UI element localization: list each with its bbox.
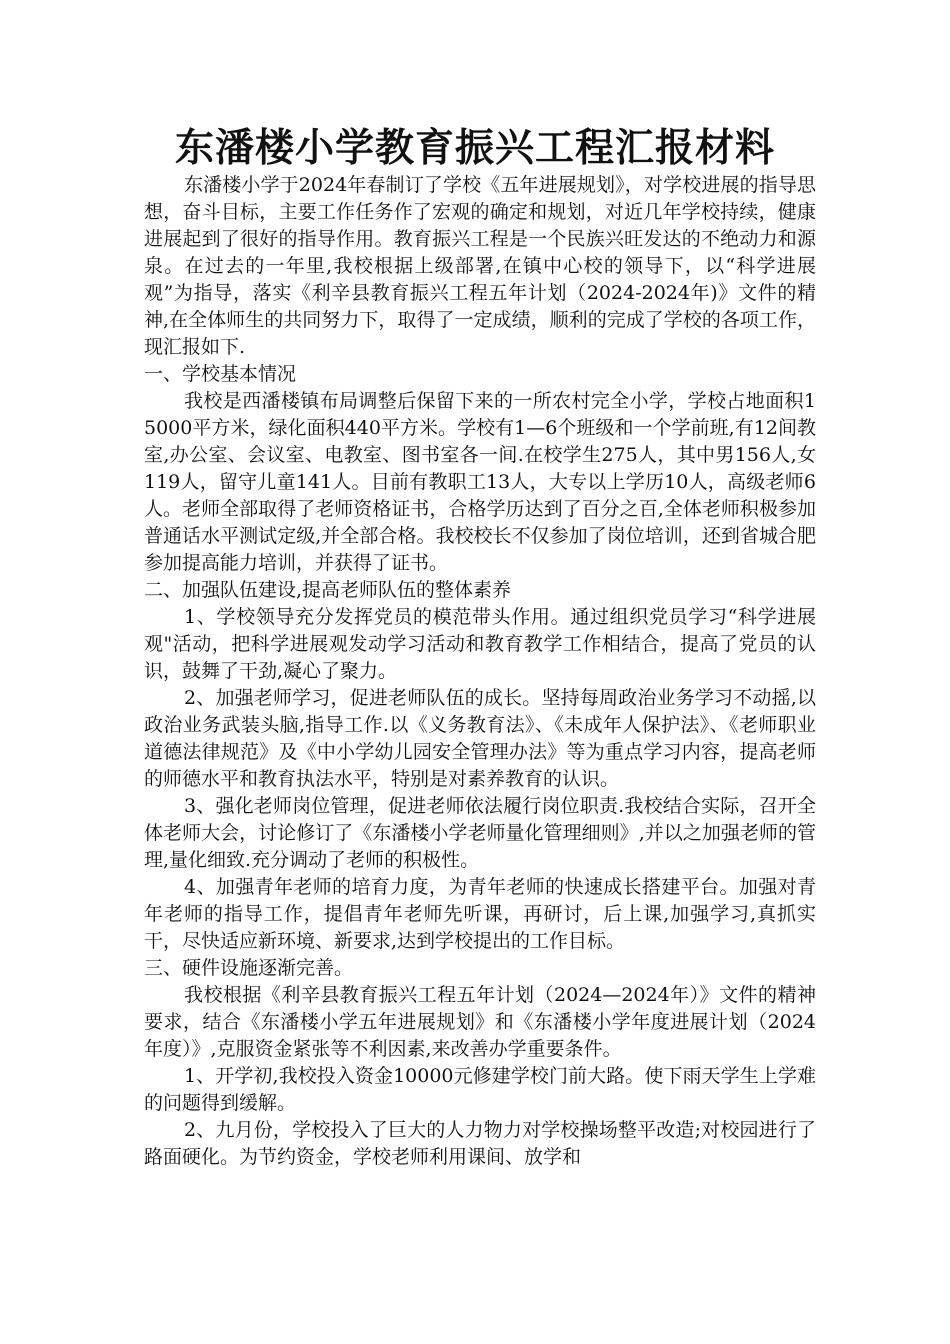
section-heading-1: 一、学校基本情况	[144, 363, 297, 385]
section-heading-3: 三、硬件设施逐渐完善。	[144, 957, 354, 979]
section-heading-2: 二、加强队伍建设,提高老师队伍的整体素养	[144, 579, 512, 601]
team-item-1-paragraph: 1、学校领导充分发挥党员的模范带头作用。通过组织党员学习“科学进展观"活动，把科学进展观发动学习活动和教育教学工作相结合，提高了党员的认识，鼓舞了干劲,凝心了聚力。	[144, 606, 816, 682]
intro-paragraph: 东潘楼小学于2024年春制订了学校《五年进展规划》，对学校进展的指导思想，奋斗目标，主要工作任务作了宏观的确定和规划，对近几年学校持续，健康进展起到了很好的指导作用。教育振兴工程是一个民族兴旺发达的不绝动力和源泉。在过去的一年里,我校根据上级部署,在镇中心校的领导下，以“科学进展观”为指导，落实《利辛县教育振兴工程五年计划（2024-2024年)》文件的精神,在全体师生的共同努力下，取得了一定成绩，顺利的完成了学校的各项工作，现汇报如下.	[144, 174, 816, 358]
facilities-item-2-paragraph: 2、九月份，学校投入了巨大的人力物力对学校操场整平改造;对校园进行了路面硬化。为节约资金，学校老师利用课间、放学和	[144, 1119, 816, 1168]
team-item-3-paragraph: 3、强化老师岗位管理，促进老师依法履行岗位职责.我校结合实际，召开全体老师大会，讨论修订了《东潘楼小学老师量化管理细则》,并以之加强老师的管理,量化细致.充分调动了老师的积极性。	[144, 795, 816, 871]
facilities-intro-paragraph: 我校根据《利辛县教育振兴工程五年计划（2024—2024年）》文件的精神要求，结合《东潘楼小学五年进展规划》和《东潘楼小学年度进展计划（2024年度）》,克服资金紧张等不利因素,来改善办学重要条件。	[144, 984, 816, 1060]
team-item-2-paragraph: 2、加强老师学习，促进老师队伍的成长。坚持每周政治业务学习不动摇,以政治业务武装头脑,指导工作.以《义务教育法》、《未成年人保护法》、《老师职业道德法律规范》及《中小学幼儿园安全管理办法》等为重点学习内容，提高老师的师德水平和教育执法水平，特别是对素养教育的认识。	[144, 687, 816, 790]
facilities-item-1-paragraph: 1、开学初,我校投入资金10000元修建学校门前大路。使下雨天学生上学难的问题得到缓解。	[144, 1065, 816, 1114]
document-body	[144, 172, 816, 1171]
basic-info-paragraph: 我校是西潘楼镇布局调整后保留下来的一所农村完全小学，学校占地面积15000平方米，绿化面积440平方米。学校有1—6个班级和一个学前班,有12间教室,办公室、会议室、电教室、图书室各一间.在校学生275人，其中男156人,女119人，留守儿童141人。目前有教职工13人，大专以上学历10人，高级老师6人。老师全部取得了老师资格证书，合格学历达到了百分之百,全体老师积极参加普通话水平测试定级,并全部合格。我校校长不仅参加了岗位培训，还到省城合肥参加提高能力培训，并获得了证书。	[144, 390, 816, 574]
document-title: 东潘楼小学教育振兴工程汇报材料	[174, 125, 775, 171]
team-item-4-paragraph: 4、加强青年老师的培育力度，为青年老师的快速成长搭建平台。加强对青年老师的指导工作，提倡青年老师先听课，再研讨，后上课,加强学习,真抓实干，尽快适应新环境、新要求,达到学校提出的工作目标。	[144, 876, 816, 952]
